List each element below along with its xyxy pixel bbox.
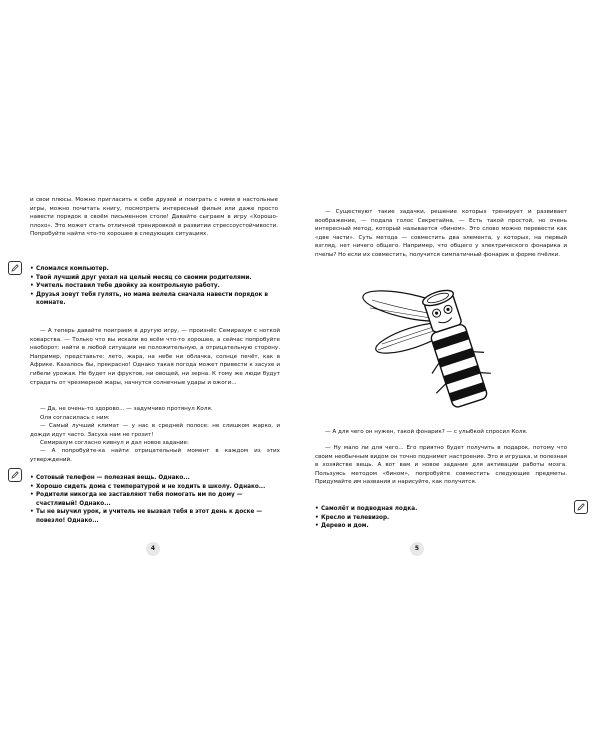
- list-item: • Сломался компьютер.: [30, 265, 280, 274]
- pencil-icon: [574, 500, 588, 514]
- list-item: • Хорошо сидеть дома с температурой и не ходить в школу. Однако...: [30, 483, 280, 492]
- page-number: 4: [146, 542, 160, 556]
- left-task-list-1: [30, 265, 280, 308]
- list-item: • Ты не выучил урок, и учитель не вызвал тебя в этот день к доске — повезло! Однако...: [30, 508, 280, 525]
- right-task-list: [315, 505, 555, 531]
- page-number: 5: [410, 542, 424, 556]
- right-story-paragraph: — Ну мало ли для чего... Его приятно будет получить в подарок, потому что своим необычным видом он точно поднимет настроение. Это и игрушка, и полезная в хозяйстве вещь. А вот вам и новое задание для активации работы мозга. Пользуясь методом «бином», попробуйте совместить следующие предметы. Придумайте им названия и нарисуйте, как получится.: [315, 445, 567, 486]
- left-intro-paragraph: и свои плюсы. Можно пригласить к себе друзей и поиграть с ними в настольные игры, можно почитать книгу, посмотреть интересный фильм или даже просто навести порядок в своём письменном столе! Давайте сыграем в игру «Хорошо-плохо». Это может стать отличной тренировкой в развитии стрессоустойчивости. Попробуйте найти что-то хорошее в следующих ситуациях.: [30, 197, 278, 238]
- left-story-paragraph: — А теперь давайте поиграем в другую игру, — произнёс Семиразум с ноткой коварства. — Только что вы искали во всём что-то хорошее, а сейчас попробуйте наоборот: найти в любой ситуации не положительную, а отрицательную сторону. Например, представьте: лето, жара, на небе ни облачка, солнце печёт, как в Африке. Казалось бы, прекрасно! Однако такая погода может привести к засухе и гибели урожая. Не будет ни фруктов, ни овощей, ни зерна. К тому же люди будут страдать от чрезмерной жары, начнутся солнечные удары и ожоги...: [30, 328, 280, 386]
- left-story-paragraph: — Самый лучший климат — у нас в средней полосе: не слишком жарко, и дожди идут часто. Засуха нам не грозит!: [30, 423, 280, 438]
- left-story-paragraph: Семиразум согласно кивнул и дал новое задание:: [40, 440, 189, 446]
- left-task-list-2: [30, 474, 280, 526]
- list-item: • Родители никогда не заставляют тебя помогать им по дому — счастливый! Однако...: [30, 491, 280, 508]
- list-item: • Дерево и дом.: [315, 522, 555, 531]
- right-intro-paragraph: — Существуют такие задачки, решение которых тренирует и развивает воображение, — подала голос Секретайна. — Есть такой простой, но очень интересный метод, который называется «бином». Это слово можно перевести как «две части». Суть метода — совместить два элемента, у которых, на первый взгляд, нет ничего общего. Например, что общего у электрического фонарика и пчелы? Но если их совместить, получится симпатичный фонарик в форме пчёлки.: [315, 209, 567, 258]
- left-story-paragraph: — Да, не очень-то здорово... — задумчиво протянул Коля.: [40, 406, 213, 412]
- list-item: • Твой лучший друг уехал на целый месяц со своими родителями.: [30, 274, 280, 283]
- right-story-paragraph: — А для чего он нужен, такой фонарик? — с улыбкой спросил Коля.: [325, 429, 528, 435]
- list-item: • Кресло и телевизор.: [315, 514, 555, 523]
- pencil-icon: [8, 261, 22, 275]
- right-page: [300, 0, 600, 750]
- list-item: • Друзья зовут тебя гулять, но мама велела сначала навести порядок в комнате.: [30, 291, 280, 308]
- list-item: • Учитель поставил тебе двойку за контрольную работу.: [30, 282, 280, 291]
- left-story-paragraph: Оля согласилась с ним:: [40, 415, 110, 421]
- list-item: • Самолёт и подводная лодка.: [315, 505, 555, 514]
- pencil-icon: [8, 468, 22, 482]
- bee-flashlight-illustration: [360, 286, 520, 418]
- list-item: • Сотовый телефон — полезная вещь. Однако...: [30, 474, 280, 483]
- left-story-paragraph: — А попробуйте-ка найти отрицательный момент в каждом из этих утверждений.: [30, 448, 280, 463]
